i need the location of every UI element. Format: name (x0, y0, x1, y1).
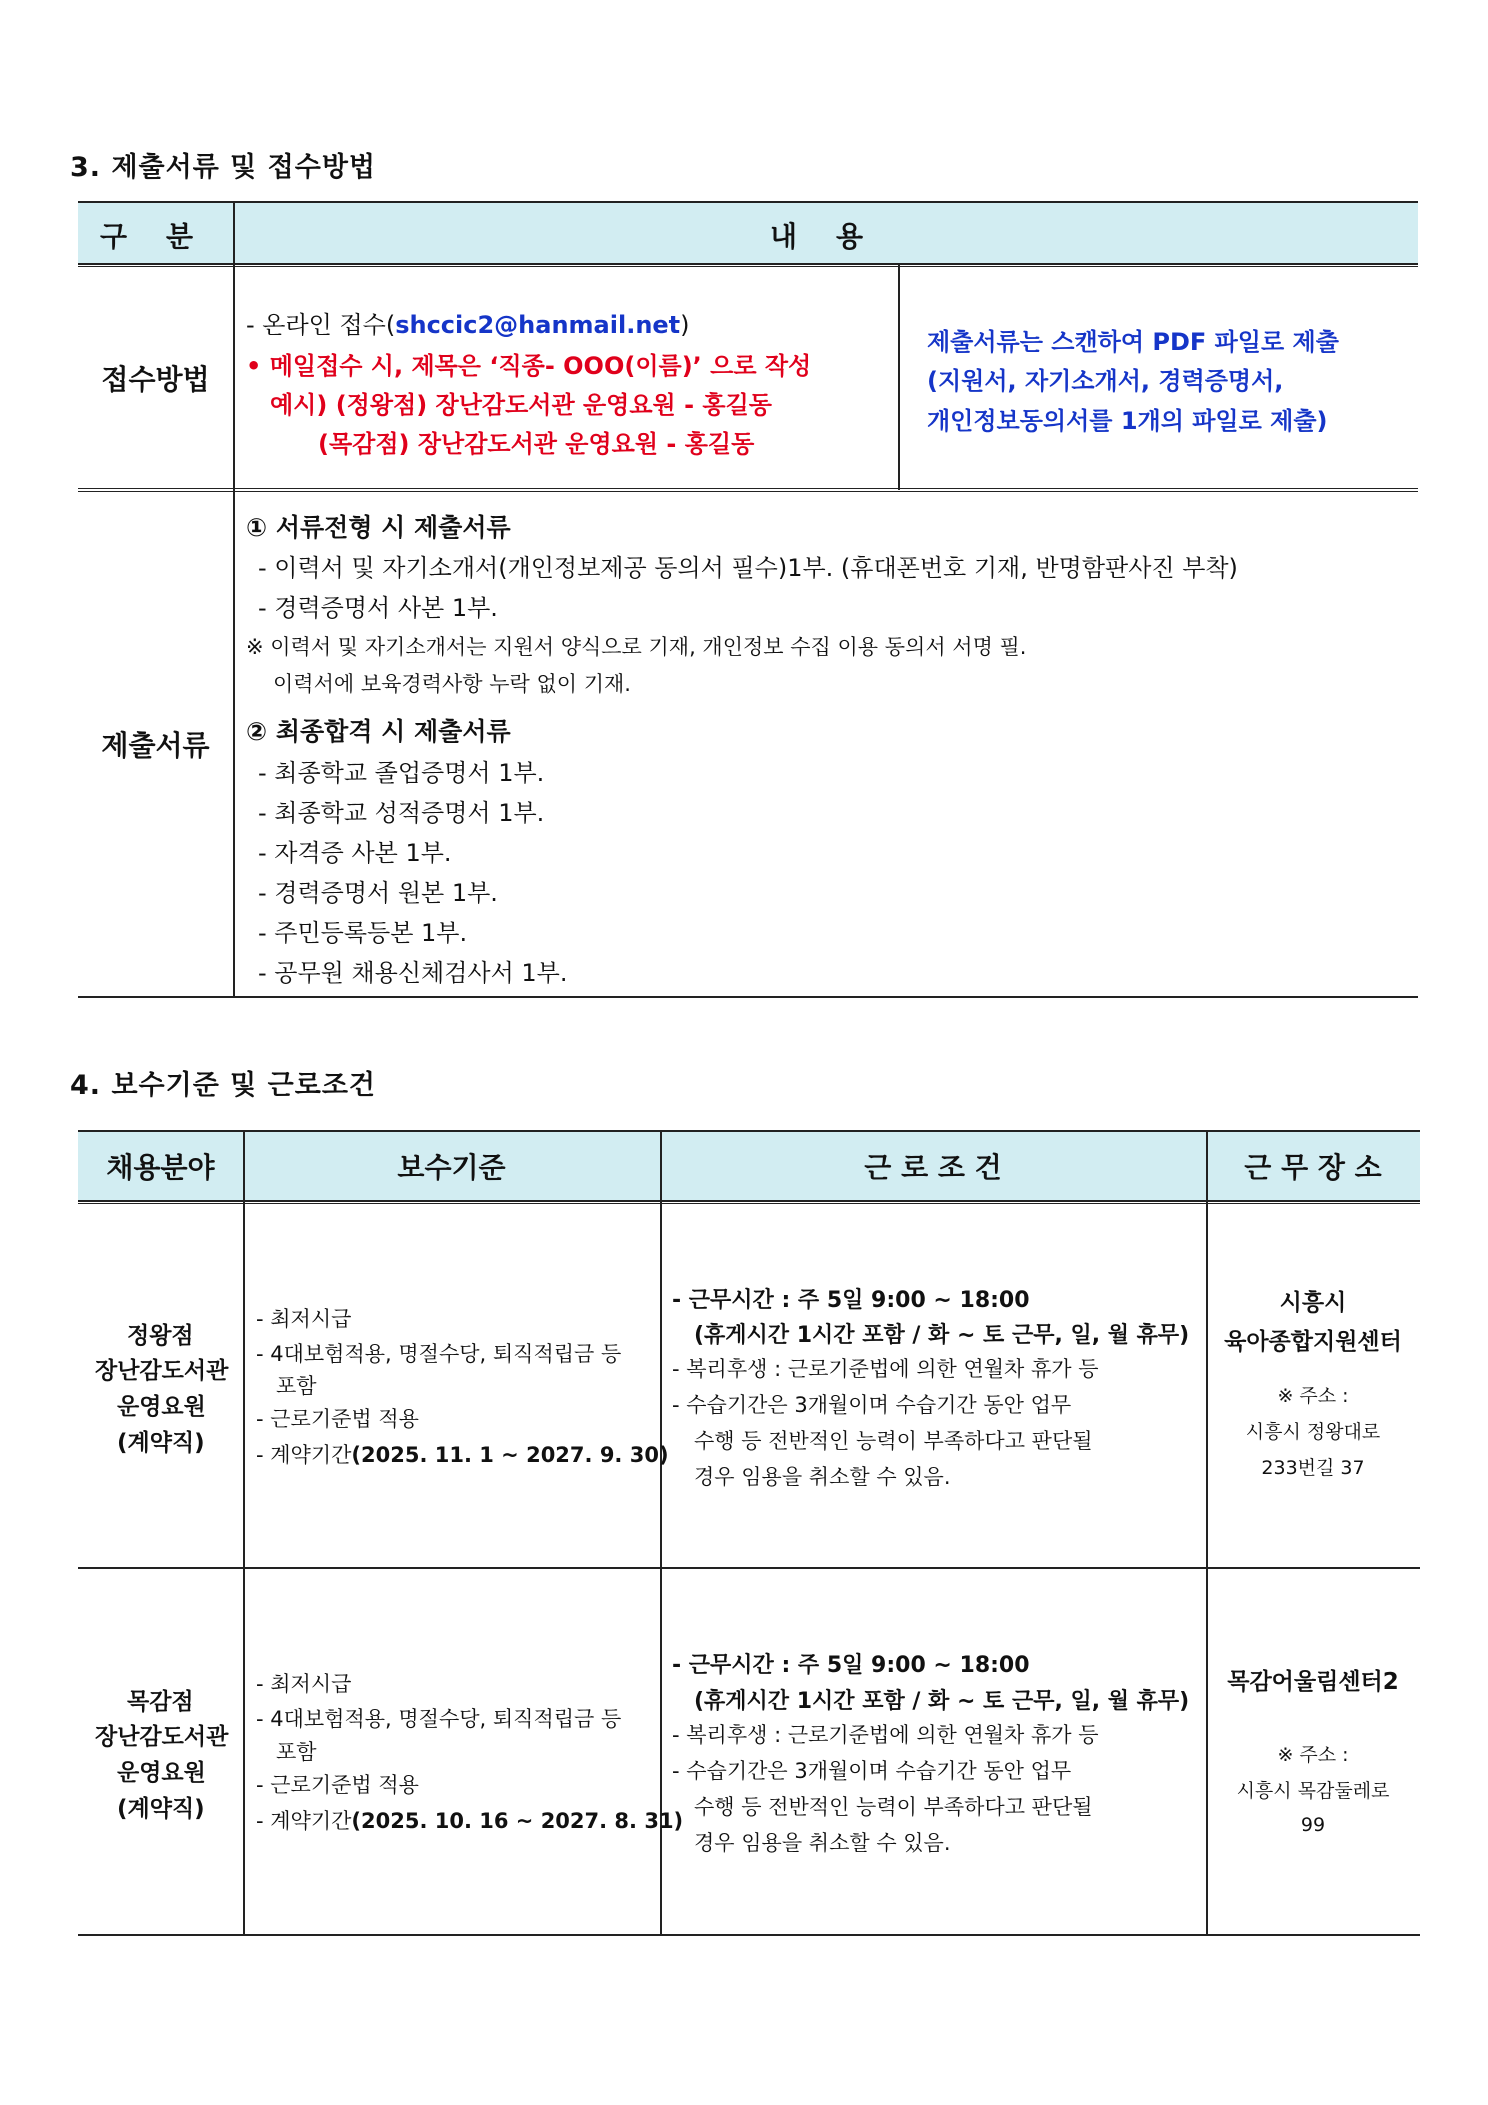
work-line: 경우 임용을 취소할 수 있음. (694, 1465, 951, 1489)
divider (233, 201, 235, 265)
field-line: 운영요원 (117, 1394, 206, 1420)
stage2-item: - 최종학교 졸업증명서 1부. (258, 759, 545, 787)
pay-period (256, 1805, 683, 1835)
online-prefix: - 온라인 접수( (246, 311, 396, 339)
field-line: 목감점 (127, 1689, 194, 1715)
header-conditions: 근 로 조 건 (864, 1151, 1002, 1184)
place-address: ※ 주소 : (1277, 1743, 1349, 1766)
pdf-note-2: (지원서, 자기소개서, 경력증명서, (927, 367, 1284, 395)
place-name: 목감어울림센터2 (1227, 1668, 1399, 1695)
header-field: 채용분야 (106, 1151, 215, 1184)
method-label: 접수방법 (101, 362, 210, 396)
pdf-note-1: 제출서류는 스캔하여 PDF 파일로 제출 (927, 328, 1339, 356)
stage1-note: ※ 이력서 및 자기소개서는 지원서 양식으로 기재, 개인정보 수집 이용 동의서 서명 필. (246, 635, 1027, 659)
header-category: 구 분 (100, 220, 194, 253)
work-line: 수행 등 전반적인 능력이 부족하다고 판단될 (694, 1795, 1093, 1819)
online-apply-line (246, 305, 690, 340)
pay-line: - 4대보험적용, 명절수당, 퇴직적립금 등 (256, 1707, 622, 1731)
field-line: (계약직) (117, 1430, 205, 1456)
pay-period (256, 1439, 669, 1469)
work-line: - 수습기간은 3개월이며 수습기간 동안 업무 (672, 1759, 1072, 1783)
documents-label: 제출서류 (101, 728, 210, 762)
email-link[interactable]: shccic2@hanmail.net (395, 311, 681, 339)
place-address: ※ 주소 : (1277, 1384, 1349, 1407)
field-line: 정왕점 (127, 1323, 194, 1349)
pay-line: - 최저시급 (256, 1672, 352, 1696)
field-line: (계약직) (117, 1796, 205, 1822)
field-line: 장난감도서관 (95, 1724, 229, 1750)
stage2-item: - 최종학교 성적증명서 1부. (258, 799, 545, 827)
work-hours: - 근무시간 : 주 5일 9:00 ~ 18:00 (672, 1288, 1030, 1313)
divider (233, 265, 235, 490)
field-line: 장난감도서관 (95, 1358, 229, 1384)
header-content: 내 용 (770, 220, 864, 253)
double-divider (78, 488, 1418, 492)
section3-heading: 3. 제출서류 및 접수방법 (70, 152, 376, 183)
work-line: 수행 등 전반적인 능력이 부족하다고 판단될 (694, 1429, 1093, 1453)
pay-period-label: - 계약기간 (256, 1443, 352, 1467)
place-name: 육아종합지원센터 (1224, 1328, 1402, 1355)
section3-header-row (78, 201, 1418, 265)
header-pay: 보수기준 (397, 1151, 506, 1184)
example-1: 예시) (정왕점) 장난감도서관 운영요원 - 홍길동 (270, 391, 772, 419)
work-line: 경우 임용을 취소할 수 있음. (694, 1831, 951, 1855)
work-line: - 수습기간은 3개월이며 수습기간 동안 업무 (672, 1393, 1072, 1417)
stage2-title: ② 최종합격 시 제출서류 (246, 717, 511, 746)
divider (233, 490, 235, 997)
pay-period-label: - 계약기간 (256, 1809, 352, 1833)
row-divider (78, 1567, 1420, 1569)
double-divider (78, 1200, 1420, 1204)
field-line: 운영요원 (117, 1760, 206, 1786)
stage1-item: - 이력서 및 자기소개서(개인정보제공 동의서 필수)1부. (휴대폰번호 기재, 반명함판사진 부착) (258, 554, 1238, 582)
pay-line: - 근로기준법 적용 (256, 1773, 419, 1797)
pay-line: - 근로기준법 적용 (256, 1407, 419, 1431)
stage1-item: - 경력증명서 사본 1부. (258, 594, 498, 622)
stage2-item: - 공무원 채용신체검사서 1부. (258, 959, 568, 987)
pay-line: 포함 (276, 1374, 317, 1398)
work-break: (휴게시간 1시간 포함 / 화 ~ 토 근무, 일, 월 휴무) (694, 1689, 1190, 1714)
stage2-item: - 경력증명서 원본 1부. (258, 879, 498, 907)
example-2: (목감점) 장난감도서관 운영요원 - 홍길동 (318, 430, 755, 458)
double-divider (78, 263, 1418, 267)
stage1-note: 이력서에 보육경력사항 누락 없이 기재. (273, 672, 631, 696)
divider (243, 1130, 245, 1935)
work-line: - 복리후생 : 근로기준법에 의한 연월차 휴가 등 (672, 1723, 1099, 1747)
stage2-item: - 자격증 사본 1부. (258, 839, 452, 867)
section4-heading: 4. 보수기준 및 근로조건 (70, 1070, 376, 1101)
mail-subject-rule: • 메일접수 시, 제목은 ‘직종- OOO(이름)’ 으로 작성 (246, 352, 812, 380)
online-suffix: ) (680, 311, 690, 339)
place-address: 99 (1300, 1814, 1326, 1836)
divider (898, 265, 900, 490)
pay-line: - 최저시급 (256, 1307, 352, 1331)
place-name: 시흥시 (1279, 1289, 1347, 1316)
stage2-item: - 주민등록등본 1부. (258, 919, 468, 947)
pay-period-dates: (2025. 11. 1 ~ 2027. 9. 30) (351, 1443, 669, 1467)
stage1-title: ① 서류전형 시 제출서류 (246, 513, 511, 542)
work-hours: - 근무시간 : 주 5일 9:00 ~ 18:00 (672, 1653, 1030, 1678)
pdf-note-3: 개인정보동의서를 1개의 파일로 제출) (927, 407, 1328, 435)
work-line: - 복리후생 : 근로기준법에 의한 연월차 휴가 등 (672, 1357, 1099, 1381)
pay-line: - 4대보험적용, 명절수당, 퇴직적립금 등 (256, 1342, 622, 1366)
place-address: 233번길 37 (1261, 1456, 1365, 1479)
table-bottom-border (78, 1934, 1420, 1936)
table-bottom-border (78, 996, 1418, 998)
work-break: (휴게시간 1시간 포함 / 화 ~ 토 근무, 일, 월 휴무) (694, 1323, 1190, 1348)
place-address: 시흥시 정왕대로 (1245, 1420, 1381, 1443)
header-place: 근 무 장 소 (1244, 1151, 1382, 1184)
pay-line: 포함 (276, 1740, 317, 1764)
pay-period-dates: (2025. 10. 16 ~ 2027. 8. 31) (351, 1809, 684, 1833)
place-address: 시흥시 목감둘레로 (1236, 1779, 1390, 1802)
